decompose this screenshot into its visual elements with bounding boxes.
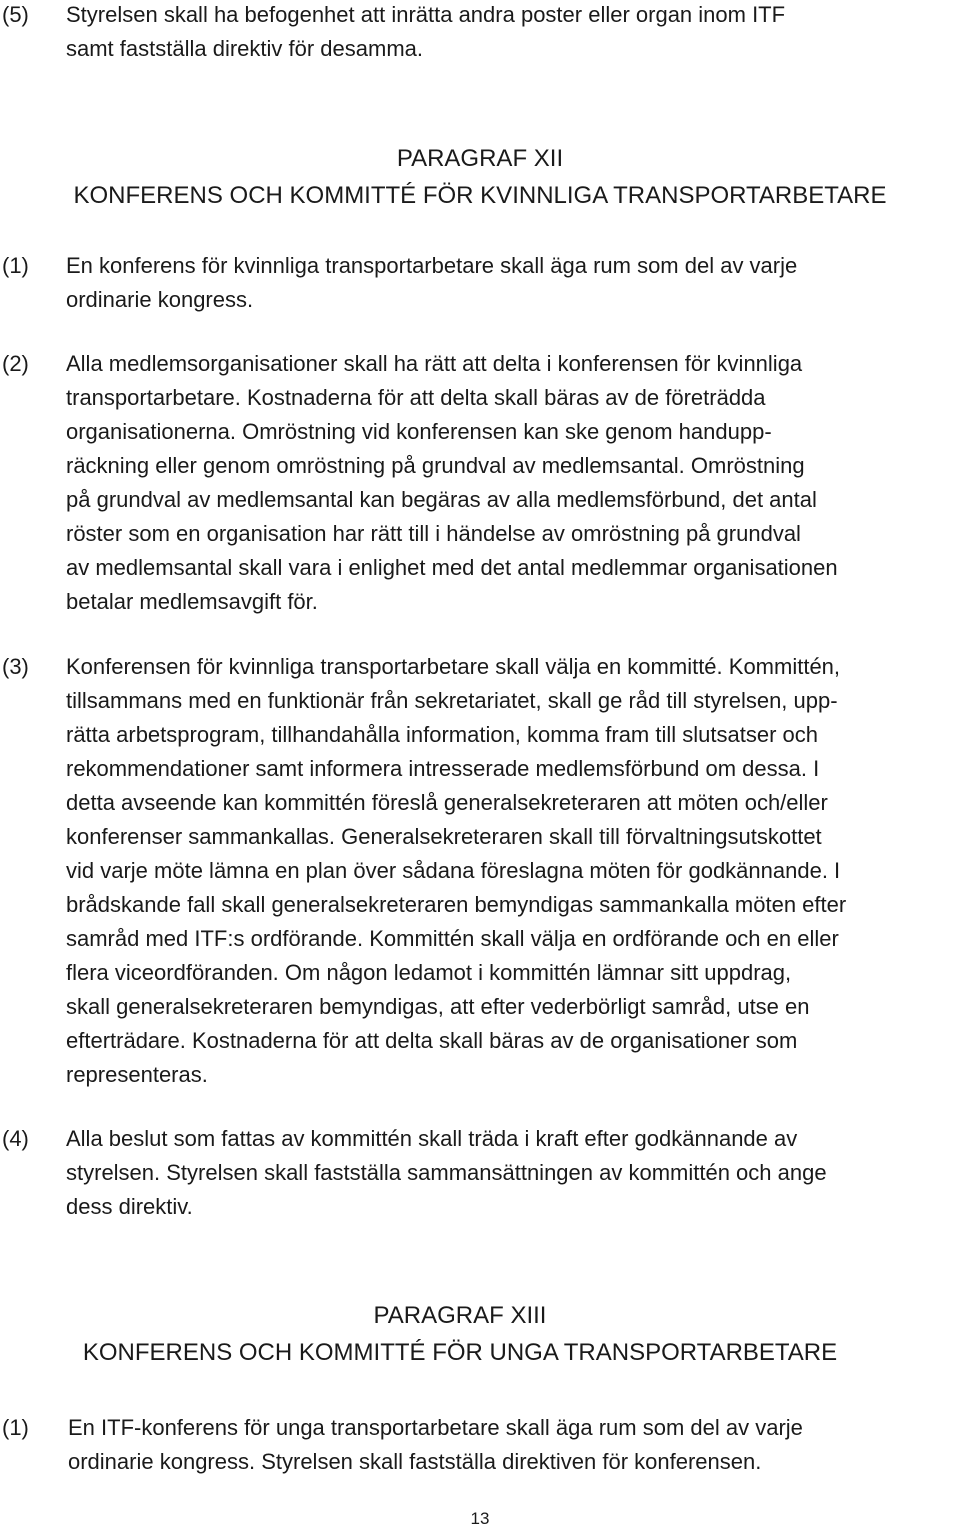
page-number: 13	[470, 1509, 490, 1528]
item-text: En konferens för kvinnliga transportarbetare skall äga rum som del av varje ordinarie kongress.	[66, 253, 798, 312]
item-text: Styrelsen skall ha befogenhet att inrätta andra poster eller organ inom ITF samt fastställa direktiv för desamma.	[66, 2, 786, 61]
section-title: PARAGRAF XIII	[373, 1302, 547, 1329]
section-12-heading	[0, 140, 960, 214]
item-number: (1)	[2, 253, 29, 278]
item-text: Alla medlemsorganisationer skall ha rätt att delta i konferensen för kvinnliga transportarbetare. Kostnaderna för att delta skall bäras av de företrädda organisationerna. Omröstning vid konferensen kan ske genom handupp- räckning eller genom omröstning på grundval av medlemsantal. Omröstning på grundval av medlemsantal kan begäras av alla medlemsförbund, det antal röster som en organisation har rätt till i händelse av omröstning på grundval av medlemsantal skall vara i enlighet med det antal medlemmar organisationen betalar medlemsavgift för.	[66, 351, 838, 614]
section-subtitle: KONFERENS OCH KOMMITTÉ FÖR UNGA TRANSPORTARBETARE	[82, 1339, 838, 1366]
item-number: (1)	[2, 1415, 29, 1440]
section-13-heading	[0, 1297, 940, 1371]
item-number: (5)	[2, 2, 29, 27]
item-number: (3)	[2, 654, 29, 679]
section-title: PARAGRAF XII	[396, 145, 564, 172]
item-text: En ITF-konferens för unga transportarbetare skall äga rum som del av varje ordinarie kongress. Styrelsen skall fastställa direktiven för konferensen.	[68, 1415, 803, 1474]
item-number: (2)	[2, 351, 29, 376]
item-text: Konferensen för kvinnliga transportarbetare skall välja en kommitté. Kommittén, tillsammans med en funktionär från sekretariatet, skall ge råd till styrelsen, upp- rätta arbetsprogram, tillhandahålla information, komma fram till slutsatser och rekommendationer samt informera intresserade medlemsförbund om dessa. I detta avseende kan kommittén föreslå generalsekreteraren att möten och/eller konferenser sammankallas. Generalsekreteraren skall till förvaltningsutskottet vid varje möte lämna en plan över sådana föreslagna möten för godkännande. I brådskande fall skall generalsekreteraren bemyndigas sammankalla möten efter samråd med ITF:s ordförande. Kommittén skall välja en ordförande och en eller flera viceordföranden. Om någon ledamot i kommittén lämnar sitt uppdrag, skall generalsekreteraren bemyndigas, att efter vederbörligt samråd, utse en efterträdare. Kostnaderna för att delta skall bäras av de organisationer som representeras.	[66, 654, 847, 1087]
item-number: (4)	[2, 1126, 29, 1151]
item-text: Alla beslut som fattas av kommittén skall träda i kraft efter godkännande av styrelsen. Styrelsen skall fastställa sammansättningen av kommittén och ange dess direktiv.	[66, 1126, 827, 1219]
section-subtitle: KONFERENS OCH KOMMITTÉ FÖR KVINNLIGA TRANSPORTARBETARE	[73, 182, 887, 209]
